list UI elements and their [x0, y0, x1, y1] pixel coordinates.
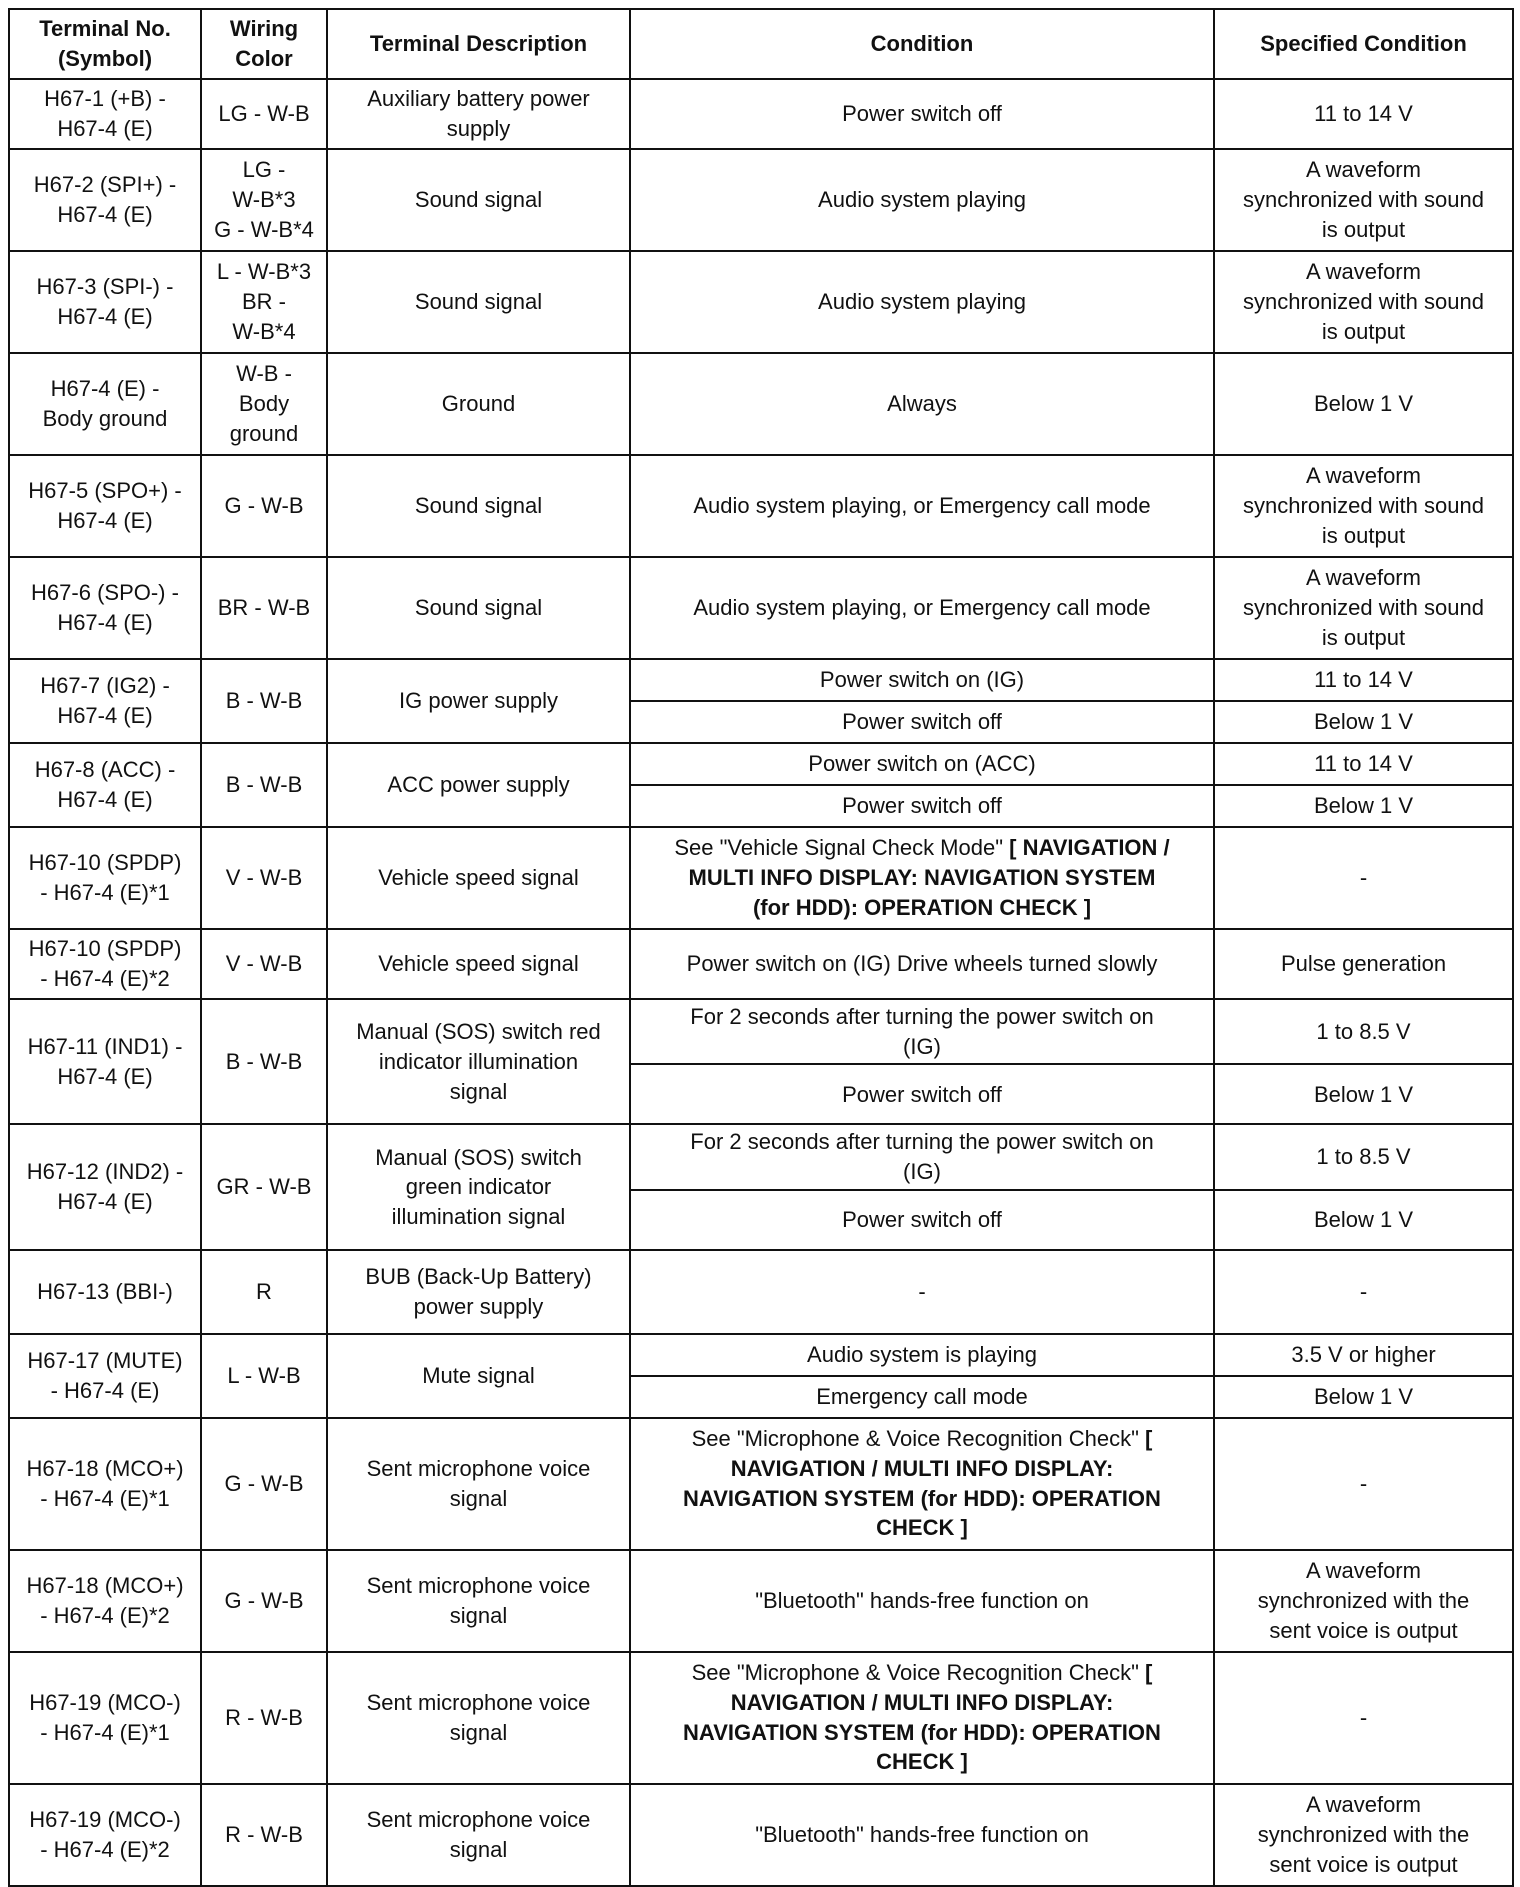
specified-condition-cell: Below 1 V: [1214, 1190, 1513, 1250]
terminal-cell: H67-13 (BBI-): [9, 1250, 201, 1334]
terminal-description-cell: Sent microphone voice signal: [327, 1652, 630, 1784]
terminal-description-cell: Manual (SOS) switch red indicator illumination signal: [327, 999, 630, 1124]
condition-text: See "Vehicle Signal Check Mode": [674, 835, 1010, 861]
wiring-color-cell: V - W-B: [201, 929, 327, 999]
wiring-color-cell: L - W-B*3 BR - W-B*4: [201, 251, 327, 353]
terminal-table: [8, 8, 1514, 1887]
condition-cell: [630, 557, 1214, 659]
condition-cell: [630, 149, 1214, 251]
terminal-cell: H67-12 (IND2) - H67-4 (E): [9, 1124, 201, 1249]
condition-cell: [630, 999, 1214, 1064]
wiring-color-cell: BR - W-B: [201, 557, 327, 659]
specified-condition-cell: Below 1 V: [1214, 701, 1513, 743]
condition-cell: [630, 353, 1214, 455]
condition-text: Audio system is playing: [807, 1341, 1037, 1367]
condition-text: -: [918, 1278, 926, 1304]
terminal-cell: H67-10 (SPDP) - H67-4 (E)*1: [9, 827, 201, 929]
specified-condition-cell: 11 to 14 V: [1214, 79, 1513, 149]
condition-text: Power switch off: [842, 1081, 1002, 1107]
header-terminal: Terminal No. (Symbol): [9, 9, 201, 79]
condition-text: Power switch off: [842, 709, 1002, 735]
terminal-cell: H67-11 (IND1) - H67-4 (E): [9, 999, 201, 1124]
condition-text: Audio system playing, or Emergency call mode: [693, 595, 1151, 621]
terminal-description-cell: Sound signal: [327, 455, 630, 557]
condition-reference: [ NAVIGATION / MULTI INFO DISPLAY: NAVIGATION SYSTEM (for HDD): OPERATION CHECK ]: [683, 1426, 1161, 1541]
terminal-description-cell: Manual (SOS) switch green indicator illumination signal: [327, 1124, 630, 1249]
condition-cell: [630, 659, 1214, 701]
table-row: [9, 353, 1513, 455]
table-row: [9, 79, 1513, 149]
condition-text: Audio system playing: [818, 187, 1026, 213]
condition-cell: [630, 701, 1214, 743]
condition-text: Audio system playing, or Emergency call mode: [693, 493, 1151, 519]
header-terminal-description: Terminal Description: [327, 9, 630, 79]
table-row: [9, 455, 1513, 557]
wiring-color-cell: GR - W-B: [201, 1124, 327, 1249]
condition-text: "Bluetooth" hands-free function on: [755, 1587, 1089, 1613]
table-row: [9, 251, 1513, 353]
condition-cell: [630, 1784, 1214, 1886]
condition-cell: [630, 1376, 1214, 1418]
table-row: [9, 1550, 1513, 1652]
specified-condition-cell: -: [1214, 1652, 1513, 1784]
condition-cell: [630, 827, 1214, 929]
specified-condition-cell: A waveform synchronized with the sent voice is output: [1214, 1784, 1513, 1886]
terminal-description-cell: Vehicle speed signal: [327, 929, 630, 999]
table-row: [9, 1418, 1513, 1550]
wiring-color-cell: B - W-B: [201, 659, 327, 743]
condition-reference: [ NAVIGATION / MULTI INFO DISPLAY: NAVIGATION SYSTEM (for HDD): OPERATION CHECK ]: [683, 1660, 1161, 1775]
terminal-description-cell: Auxiliary battery power supply: [327, 79, 630, 149]
terminal-cell: H67-8 (ACC) - H67-4 (E): [9, 743, 201, 827]
header-wiring-color: Wiring Color: [201, 9, 327, 79]
terminal-cell: H67-2 (SPI+) - H67-4 (E): [9, 149, 201, 251]
condition-cell: [630, 1550, 1214, 1652]
table-body: [9, 79, 1513, 1886]
wiring-color-cell: V - W-B: [201, 827, 327, 929]
terminal-cell: H67-7 (IG2) - H67-4 (E): [9, 659, 201, 743]
terminal-description-cell: Sent microphone voice signal: [327, 1550, 630, 1652]
condition-text: Power switch off: [842, 1206, 1002, 1232]
condition-cell: [630, 79, 1214, 149]
wiring-color-cell: W-B - Body ground: [201, 353, 327, 455]
wiring-color-cell: LG - W-B: [201, 79, 327, 149]
table-row: [9, 999, 1513, 1064]
condition-cell: [630, 1652, 1214, 1784]
condition-text: See "Microphone & Voice Recognition Check": [691, 1660, 1146, 1686]
condition-text: For 2 seconds after turning the power switch on (IG): [690, 1004, 1154, 1059]
condition-cell: [630, 251, 1214, 353]
condition-text: Audio system playing: [818, 289, 1026, 315]
terminal-cell: H67-18 (MCO+) - H67-4 (E)*2: [9, 1550, 201, 1652]
specified-condition-cell: 11 to 14 V: [1214, 743, 1513, 785]
condition-reference: [ NAVIGATION / MULTI INFO DISPLAY: NAVIGATION SYSTEM (for HDD): OPERATION CHECK ]: [688, 835, 1170, 920]
wiring-color-cell: B - W-B: [201, 743, 327, 827]
terminal-description-cell: Mute signal: [327, 1334, 630, 1418]
condition-text: Emergency call mode: [816, 1383, 1028, 1409]
table-row: [9, 1784, 1513, 1886]
terminal-description-cell: IG power supply: [327, 659, 630, 743]
terminal-description-cell: Ground: [327, 353, 630, 455]
terminal-description-cell: Sent microphone voice signal: [327, 1784, 630, 1886]
terminal-cell: H67-19 (MCO-) - H67-4 (E)*1: [9, 1652, 201, 1784]
condition-text: Always: [887, 391, 957, 417]
table-row: [9, 1652, 1513, 1784]
condition-cell: [630, 785, 1214, 827]
wiring-color-cell: G - W-B: [201, 455, 327, 557]
terminal-cell: H67-17 (MUTE) - H67-4 (E): [9, 1334, 201, 1418]
terminal-cell: H67-1 (+B) - H67-4 (E): [9, 79, 201, 149]
condition-text: Power switch off: [842, 793, 1002, 819]
condition-cell: [630, 1190, 1214, 1250]
condition-cell: [630, 743, 1214, 785]
specified-condition-cell: 11 to 14 V: [1214, 659, 1513, 701]
terminal-cell: H67-3 (SPI-) - H67-4 (E): [9, 251, 201, 353]
table-row: [9, 1250, 1513, 1334]
wiring-color-cell: B - W-B: [201, 999, 327, 1124]
condition-text: Power switch on (ACC): [808, 751, 1036, 777]
wiring-color-cell: G - W-B: [201, 1418, 327, 1550]
terminal-description-cell: Sent microphone voice signal: [327, 1418, 630, 1550]
condition-cell: [630, 1124, 1214, 1189]
condition-text: Power switch off: [842, 101, 1002, 127]
condition-cell: [630, 1418, 1214, 1550]
terminal-description-cell: Sound signal: [327, 149, 630, 251]
table-row: [9, 557, 1513, 659]
terminal-description-cell: Sound signal: [327, 251, 630, 353]
terminal-description-cell: BUB (Back-Up Battery) power supply: [327, 1250, 630, 1334]
table-row: [9, 929, 1513, 999]
terminal-cell: H67-10 (SPDP) - H67-4 (E)*2: [9, 929, 201, 999]
specified-condition-cell: Below 1 V: [1214, 353, 1513, 455]
specified-condition-cell: A waveform synchronized with the sent voice is output: [1214, 1550, 1513, 1652]
terminal-description-cell: Sound signal: [327, 557, 630, 659]
condition-text: Power switch on (IG) Drive wheels turned slowly: [686, 951, 1158, 977]
specified-condition-cell: A waveform synchronized with sound is output: [1214, 455, 1513, 557]
terminal-cell: H67-5 (SPO+) - H67-4 (E): [9, 455, 201, 557]
header-specified-condition: Specified Condition: [1214, 9, 1513, 79]
specified-condition-cell: Below 1 V: [1214, 785, 1513, 827]
terminal-cell: H67-4 (E) - Body ground: [9, 353, 201, 455]
wiring-color-cell: R: [201, 1250, 327, 1334]
terminal-description-cell: ACC power supply: [327, 743, 630, 827]
table-row: [9, 1124, 1513, 1189]
table-row: [9, 149, 1513, 251]
specified-condition-cell: -: [1214, 827, 1513, 929]
specified-condition-cell: -: [1214, 1418, 1513, 1550]
specified-condition-cell: A waveform synchronized with sound is output: [1214, 149, 1513, 251]
header-condition: Condition: [630, 9, 1214, 79]
specified-condition-cell: Pulse generation: [1214, 929, 1513, 999]
terminal-cell: H67-18 (MCO+) - H67-4 (E)*1: [9, 1418, 201, 1550]
wiring-color-cell: L - W-B: [201, 1334, 327, 1418]
terminal-description-cell: Vehicle speed signal: [327, 827, 630, 929]
condition-cell: [630, 1250, 1214, 1334]
condition-text: Power switch on (IG): [819, 667, 1025, 693]
specified-condition-cell: 3.5 V or higher: [1214, 1334, 1513, 1376]
table-row: [9, 659, 1513, 701]
terminal-cell: H67-19 (MCO-) - H67-4 (E)*2: [9, 1784, 201, 1886]
wiring-color-cell: G - W-B: [201, 1550, 327, 1652]
wiring-color-cell: R - W-B: [201, 1652, 327, 1784]
specified-condition-cell: Below 1 V: [1214, 1064, 1513, 1124]
table-header-row: [9, 9, 1513, 79]
condition-cell: [630, 929, 1214, 999]
table-row: [9, 743, 1513, 785]
condition-cell: [630, 1064, 1214, 1124]
condition-text: "Bluetooth" hands-free function on: [755, 1821, 1089, 1847]
condition-cell: [630, 1334, 1214, 1376]
specified-condition-cell: Below 1 V: [1214, 1376, 1513, 1418]
wiring-color-cell: LG - W-B*3 G - W-B*4: [201, 149, 327, 251]
condition-text: See "Microphone & Voice Recognition Check": [691, 1426, 1146, 1452]
table-row: [9, 827, 1513, 929]
condition-cell: [630, 455, 1214, 557]
specified-condition-cell: 1 to 8.5 V: [1214, 999, 1513, 1064]
specified-condition-cell: 1 to 8.5 V: [1214, 1124, 1513, 1189]
wiring-color-cell: R - W-B: [201, 1784, 327, 1886]
specified-condition-cell: -: [1214, 1250, 1513, 1334]
terminal-cell: H67-6 (SPO-) - H67-4 (E): [9, 557, 201, 659]
table-row: [9, 1334, 1513, 1376]
specified-condition-cell: A waveform synchronized with sound is output: [1214, 557, 1513, 659]
condition-text: For 2 seconds after turning the power switch on (IG): [690, 1129, 1154, 1185]
specified-condition-cell: A waveform synchronized with sound is output: [1214, 251, 1513, 353]
